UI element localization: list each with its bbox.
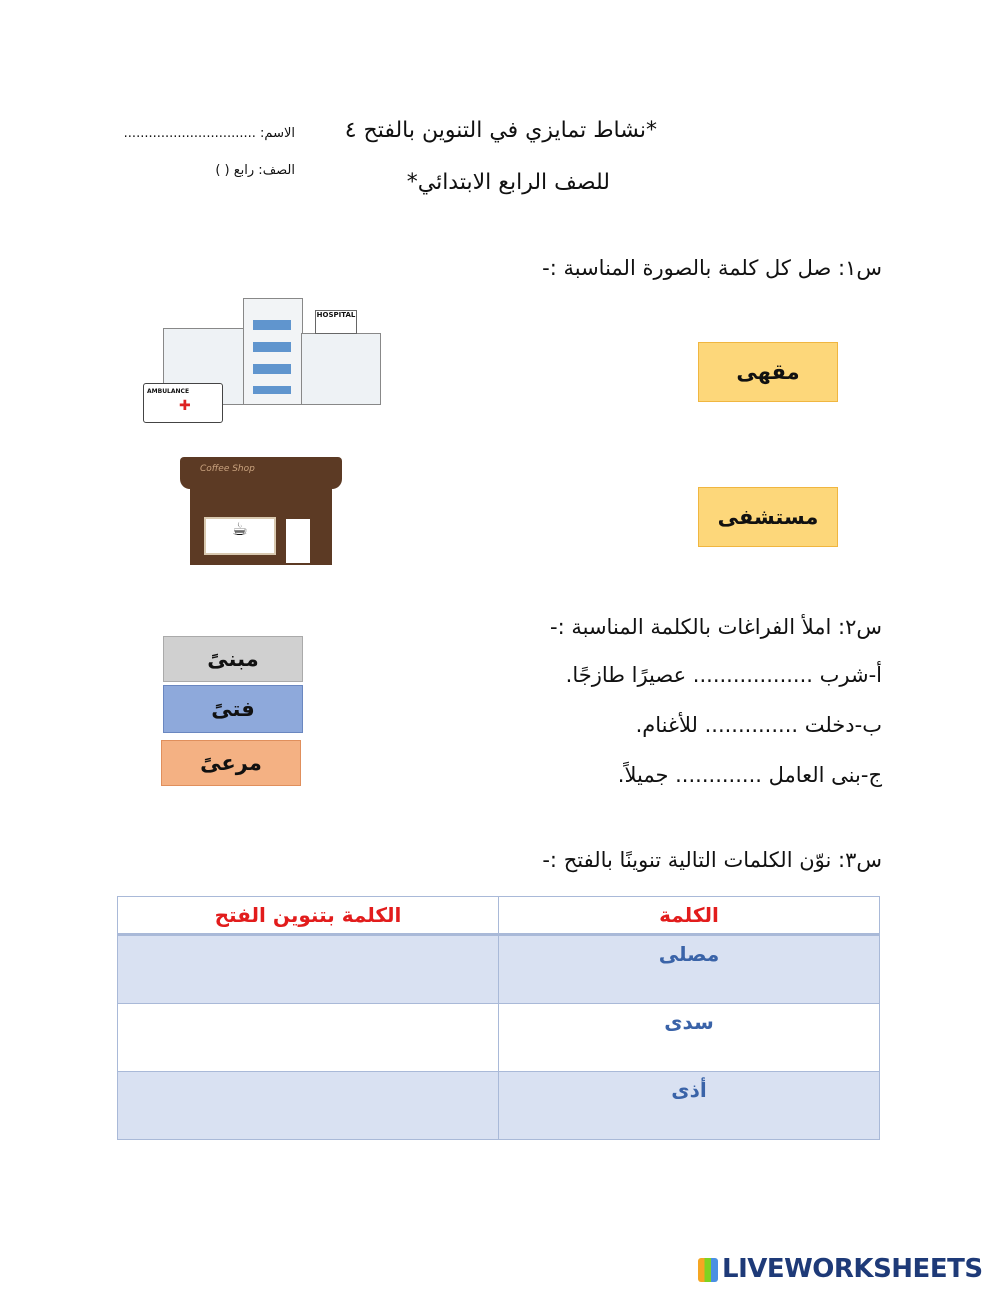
option-mabnan[interactable]: مبنىً (163, 636, 303, 682)
coffee-cup-icon: ☕ (204, 517, 276, 555)
word-box-cafe[interactable]: مقهى (698, 342, 838, 402)
hospital-image[interactable] (143, 298, 383, 428)
ambulance-label: AMBULANCE (147, 388, 190, 395)
header-tanween: الكلمة بتنوين الفتح (118, 897, 499, 935)
answer-cell[interactable] (118, 1004, 499, 1072)
liveworksheets-logo-icon (698, 1258, 718, 1282)
shop-sign: Coffee Shop (200, 464, 255, 474)
class-field[interactable]: الصف: رابع ( ) (215, 163, 295, 178)
q3-prompt: س٣: نوّن الكلمات التالية تنوينًا بالفتح :- (542, 848, 882, 872)
name-field[interactable]: الاسم: ................................ (123, 126, 295, 141)
word-cell: سدى (499, 1004, 880, 1072)
q2-sentence-a[interactable]: أ-شرب .................. عصيرًا طازجًا. (565, 663, 882, 687)
q2-prompt: س٢: املأ الفراغات بالكلمة المناسبة :- (550, 615, 882, 639)
coffee-shop-image[interactable] (180, 457, 342, 567)
word-box-hospital[interactable]: مستشفى (698, 487, 838, 547)
word-cell: مصلى (499, 935, 880, 1004)
red-cross-icon: ✚ (179, 398, 191, 414)
option-marAan[interactable]: مرعىً (161, 740, 301, 786)
table-row (118, 1072, 880, 1140)
option-fatan[interactable]: فتىً (163, 685, 303, 733)
q1-prompt: س١: صل كل كلمة بالصورة المناسبة :- (542, 256, 882, 280)
q3-table (117, 896, 880, 1140)
table-row (118, 935, 880, 1004)
answer-cell[interactable] (118, 1072, 499, 1140)
word-cell: أذى (499, 1072, 880, 1140)
q2-sentence-c[interactable]: ج-بنى العامل ............. جميلاً. (617, 763, 882, 787)
hospital-sign: HOSPITAL (315, 310, 357, 334)
table-row (118, 1004, 880, 1072)
worksheet-subtitle: للصف الرابع الابتدائي* (406, 170, 610, 195)
liveworksheets-brand: LIVEWORKSHEETS (722, 1254, 983, 1284)
header-word: الكلمة (499, 897, 880, 935)
q2-sentence-b[interactable]: ب-دخلت .............. للأغنام. (635, 713, 882, 737)
worksheet-title: *نشاط تمايزي في التنوين بالفتح ٤ (344, 118, 657, 143)
answer-cell[interactable] (118, 935, 499, 1004)
